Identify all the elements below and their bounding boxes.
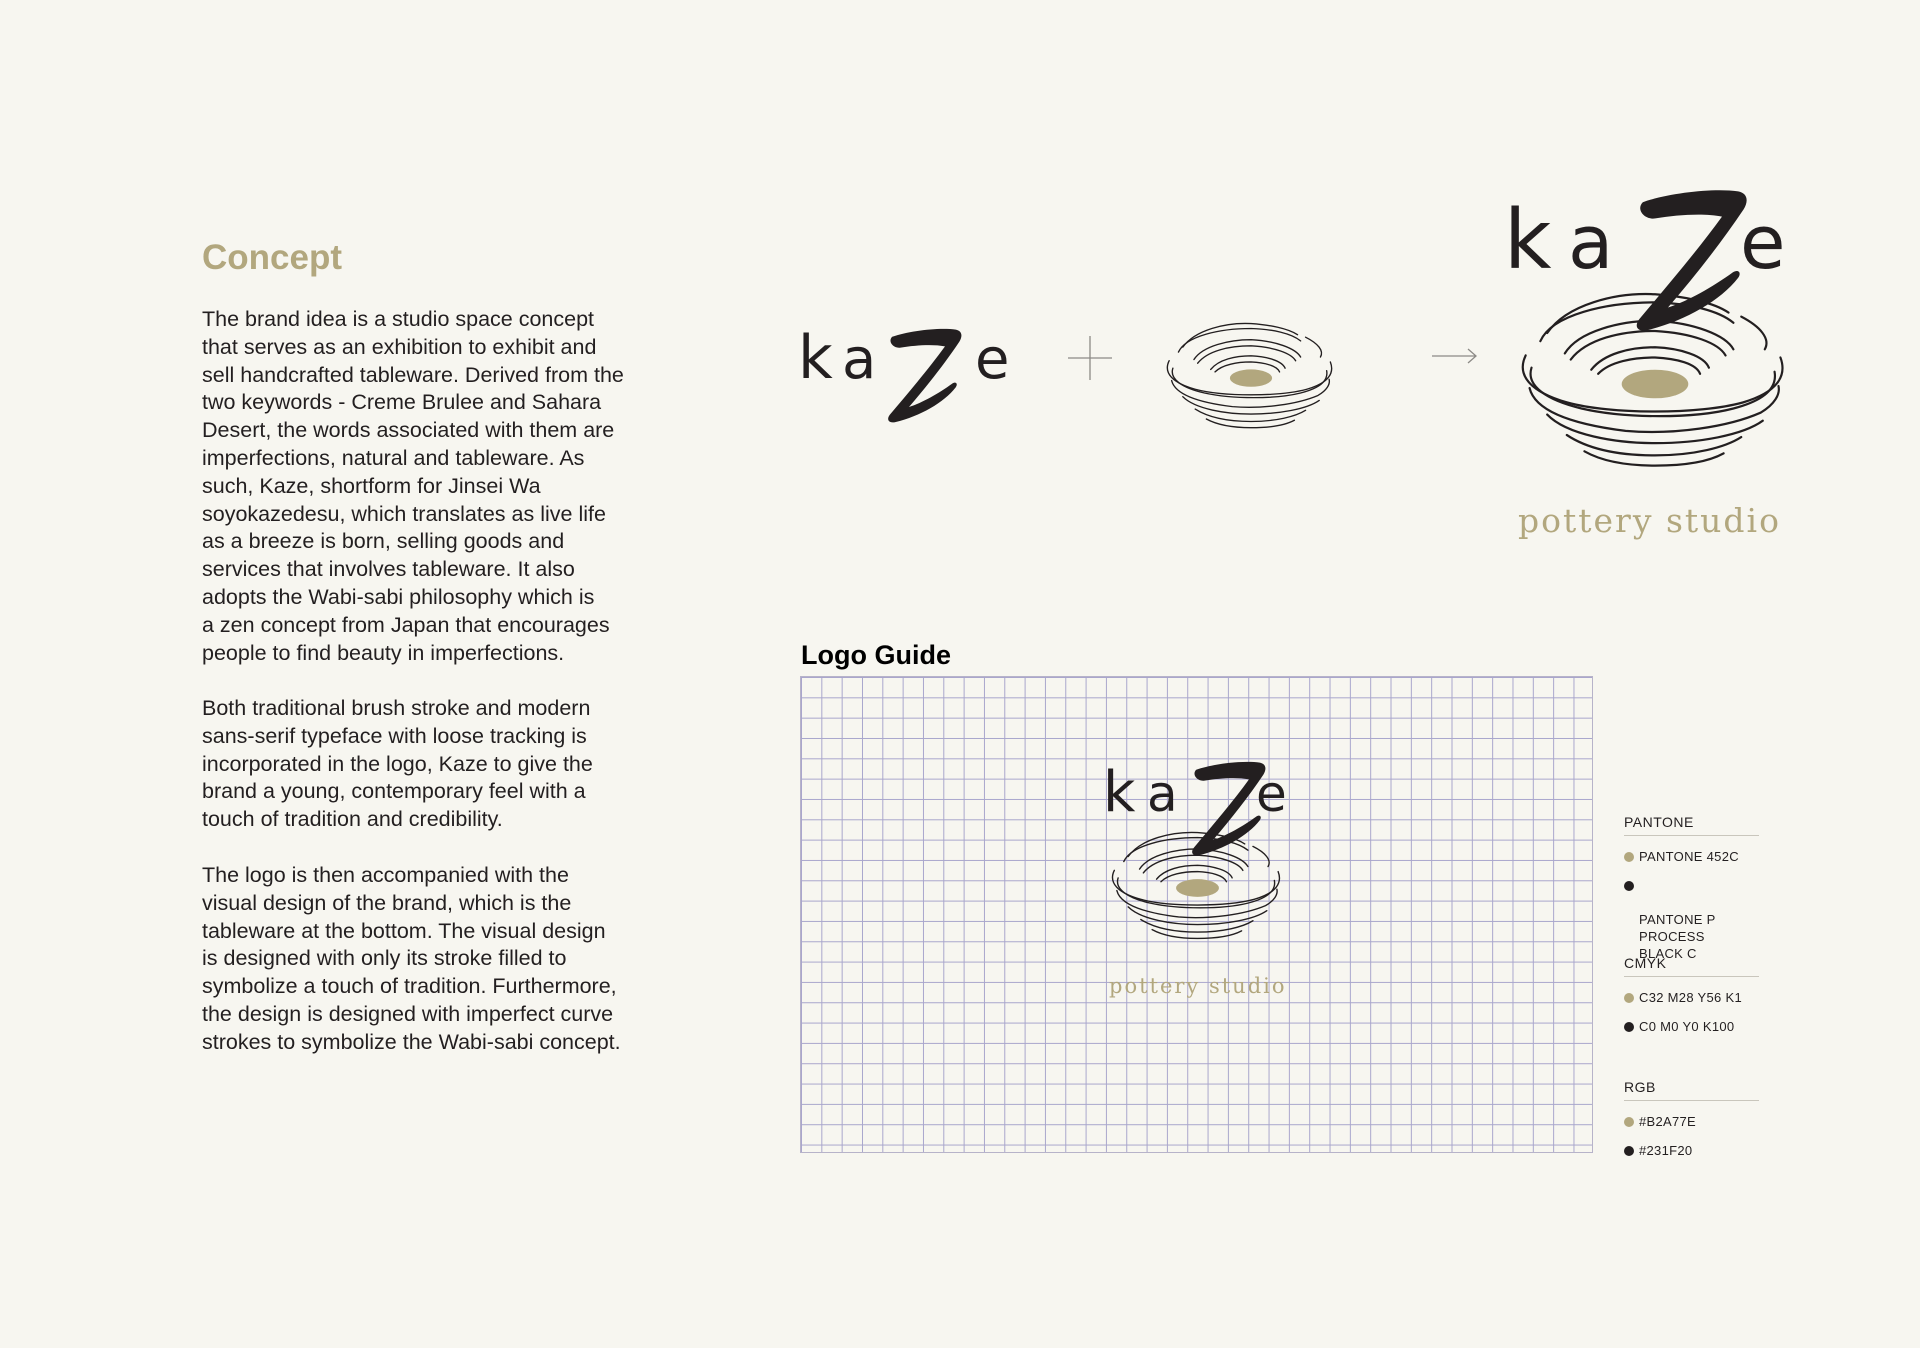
grid-logo-letter-a: a	[1147, 765, 1178, 823]
concept-paragraph-3: The logo is then accompanied with the visual design of the brand, which is the tableware at the bottom. The visual design is designed with only its stroke filled to symbolize a touch of tradition. Furthermore, the design is designed with imperfect curve strokes to symbolize the Wabi-sabi concept.	[202, 863, 621, 1054]
pantone-item-1-label: PANTONE 452C	[1639, 849, 1739, 864]
black-swatch-dot	[1624, 1022, 1634, 1032]
concept-paragraph-1: The brand idea is a studio space concept that serves as an exhibition to exhibit and sell handcrafted tableware. Derived from the two keywords - Creme Brulee and Sahara Desert, the words associated with them are imperfections, natural and tableware. As such, Kaze, shortform for Jinsei Wa soyokazedesu, which translates as live life as a breeze is born, selling goods and services that involves tableware. It also adopts the Wabi-sabi philosophy which is a zen concept from Japan that encourages people to find beauty in imperfections.	[202, 307, 624, 665]
cmyk-item-2-label: C0 M0 Y0 K100	[1639, 1019, 1735, 1034]
pantone-heading: PANTONE	[1624, 814, 1759, 836]
final-logo-brush-z	[1637, 190, 1747, 330]
cmyk-item-1-label: C32 M28 Y56 K1	[1639, 990, 1742, 1005]
grid-logo-letter-k: k	[1103, 760, 1136, 825]
logo-guide-title: Logo Guide	[801, 640, 951, 670]
final-logo-letter-k: k	[1504, 193, 1552, 288]
wordmark-letter-k: k	[798, 323, 833, 393]
final-logo-letter-e: e	[1740, 200, 1786, 286]
concept-paragraph-2: Both traditional brush stroke and modern sans-serif typeface with loose tracking is incorporated in the logo, Kaze to give the brand a young, contemporary feel with a touch of tradition and credibility.	[202, 696, 593, 832]
cmyk-spec	[1624, 955, 1759, 1047]
concept-title: Concept	[202, 238, 342, 277]
rgb-spec	[1624, 1079, 1759, 1171]
rgb-heading: RGB	[1624, 1079, 1759, 1101]
rgb-item-1	[1624, 1113, 1759, 1130]
pantone-spec	[1624, 814, 1759, 974]
tan-swatch-dot	[1624, 993, 1634, 1003]
final-logo	[1500, 182, 1810, 552]
bowl-icon	[1158, 300, 1344, 450]
pantone-item-2	[1624, 877, 1759, 962]
cmyk-item-1	[1624, 989, 1759, 1006]
rgb-item-2	[1624, 1142, 1759, 1159]
grid-logo-tagline: pottery studio	[1109, 974, 1287, 998]
grid-logo-letter-e: e	[1256, 765, 1287, 823]
tan-swatch-dot	[1624, 1117, 1634, 1127]
pantone-item-2-label: PANTONE P PROCESS BLACK C	[1639, 912, 1716, 961]
black-swatch-dot	[1624, 881, 1634, 891]
grid-logo	[1101, 757, 1301, 1007]
cmyk-heading: CMYK	[1624, 955, 1759, 977]
black-swatch-dot	[1624, 1146, 1634, 1156]
arrow-right-icon	[1430, 344, 1480, 368]
grid-logo-brush-z	[1192, 762, 1265, 856]
final-logo-tagline: pottery studio	[1518, 501, 1781, 540]
cmyk-item-2	[1624, 1018, 1759, 1035]
tan-swatch-dot	[1624, 852, 1634, 862]
wordmark-letter-a: a	[842, 327, 877, 392]
rgb-item-1-label: #B2A77E	[1639, 1114, 1697, 1129]
pantone-item-1	[1624, 848, 1759, 865]
logo-guide-grid	[800, 676, 1593, 1153]
plus-icon	[1066, 334, 1114, 382]
kaze-wordmark	[790, 318, 1020, 448]
rgb-item-2-label: #231F20	[1639, 1143, 1693, 1158]
wordmark-letter-e: e	[975, 327, 1010, 392]
final-logo-letter-a: a	[1568, 200, 1614, 286]
brush-z-mark	[888, 329, 961, 423]
